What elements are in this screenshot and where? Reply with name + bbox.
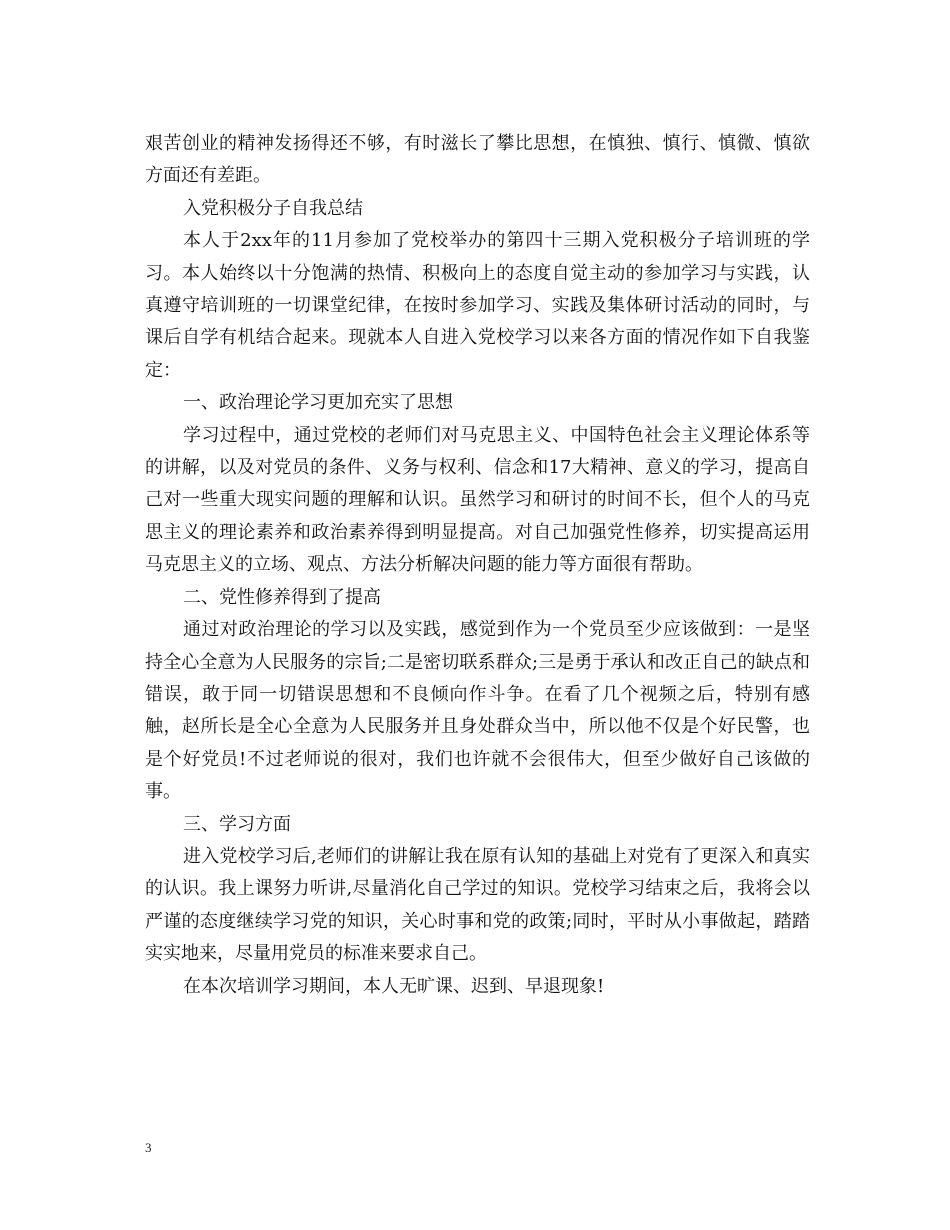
paragraph-party-spirit: 通过对政治理论的学习以及实践，感觉到作为一个党员至少应该做到：一是坚持全心全意为人民服务的宗旨;二是密切联系群众;三是勇于承认和改正自己的缺点和错误，敢于同一切错误思想和不良倾向作斗争。在看了几个视频之后，特别有感触，赵所长是全心全意为人民服务并且身处群众当中，所以他不仅是个好民警，也是个好党员!不过老师说的很对，我们也许就不会很伟大，但至少做好自己该做的事。 [145, 619, 810, 803]
section-heading-study: 三、学习方面 [183, 813, 291, 835]
section-heading-political-theory: 一、政治理论学习更加充实了思想 [183, 392, 453, 414]
document-page [145, 128, 810, 1003]
paragraph-political-theory: 学习过程中，通过党校的老师们对马克思主义、中国特色社会主义理论体系等的讲解，以及对党员的条件、义务与权利、信念和17大精神、意义的学习，提高自己对一些重大现实问题的理解和认识。虽然学习和研讨的时间不长，但个人的马克思主义的理论素养和政治素养得到明显提高。对自己加强党性修养，切实提高运用马克思主义的立场、观点、方法分析解决问题的能力等方面很有帮助。 [145, 424, 810, 576]
paragraph-attendance: 在本次培训学习期间，本人无旷课、迟到、早退现象! [183, 975, 605, 997]
paragraph-study: 进入党校学习后,老师们的讲解让我在原有认知的基础上对党有了更深入和真实的认识。我上课努力听讲,尽量消化自己学过的知识。党校学习结束之后，我将会以严谨的态度继续学习党的知识，关心时事和党的政策;同时，平时从小事做起，踏踏实实地来，尽量用党员的标准来要求自己。 [145, 845, 810, 965]
paragraph-continued-text: 艰苦创业的精神发扬得还不够，有时滋长了攀比思想，在慎独、慎行、慎微、慎欲方面还有差距。 [145, 133, 810, 187]
page-number: 3 [145, 1140, 152, 1155]
section-heading-party-spirit: 二、党性修养得到了提高 [183, 586, 381, 608]
document-title: 入党积极分子自我总结 [183, 197, 363, 219]
paragraph-introduction: 本人于2xx年的11月参加了党校举办的第四十三期入党积极分子培训班的学习。本人始终以十分饱满的热情、积极向上的态度自觉主动的参加学习与实践，认真遵守培训班的一切课堂纪律，在按时参加学习、实践及集体研讨活动的同时，与课后自学有机结合起来。现就本人自进入党校学习以来各方面的情况作如下自我鉴定： [145, 230, 810, 381]
